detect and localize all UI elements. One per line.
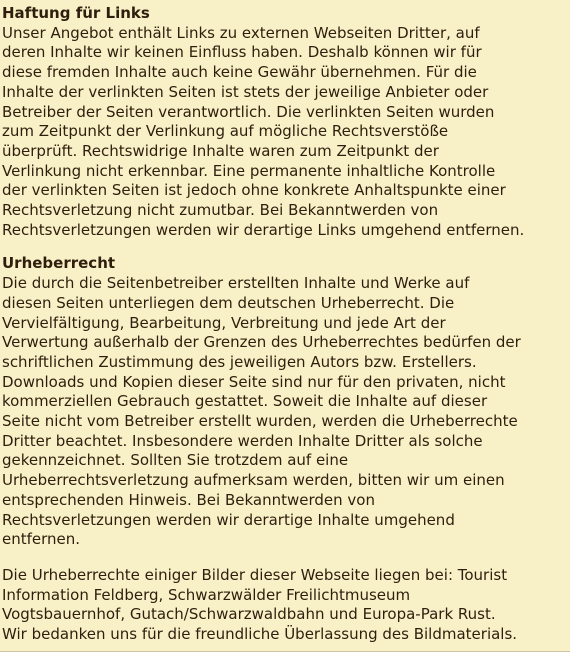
paragraph-line: Vogtsbauernhof, Gutach/Schwarzwaldbahn und Europa-Park Rust. [2, 605, 496, 624]
paragraph-line: Downloads und Kopien dieser Seite sind nur für den privaten, nicht [2, 372, 506, 391]
paragraph-line: zum Zeitpunkt der Verlinkung auf mögliche Rechtsverstöße [2, 122, 449, 141]
paragraph-line: Seite nicht vom Betreiber erstellt wurden, werden die Urheberrechte [2, 412, 518, 431]
paragraph-line: kommerziellen Gebrauch gestattet. Soweit die Inhalte auf dieser [2, 392, 488, 411]
section-title-haftung-fuer-links: Haftung für Links [2, 4, 150, 22]
paragraph-line: Urheberrechtsverletzung aufmerksam werden, bitten wir um einen [2, 471, 505, 490]
paragraph-line: Rechtsverletzungen werden wir derartige Links umgehend entfernen. [2, 220, 525, 239]
paragraph-line: Die durch die Seitenbetreiber erstellten Inhalte und Werke auf [2, 274, 470, 293]
paragraph-line: Unser Angebot enthält Links zu externen Webseiten Dritter, auf [2, 23, 480, 42]
paragraph-line: diese fremden Inhalte auch keine Gewähr übernehmen. Für die [2, 63, 477, 82]
paragraph-line: Verwertung außerhalb der Grenzen des Urheberrechtes bedürfen der [2, 333, 521, 352]
paragraph-image-credits [2, 566, 570, 645]
paragraph-line: überprüft. Rechtswidrige Inhalte waren zum Zeitpunkt der [2, 141, 439, 160]
paragraph-line: der verlinkten Seiten ist jedoch ohne konkrete Anhaltspunkte einer [2, 181, 506, 200]
paragraph-line: schriftlichen Zustimmung des jeweiligen Autors bzw. Erstellers. [2, 352, 477, 371]
paragraph-line: entfernen. [2, 530, 81, 549]
paragraph-line: Betreiber der Seiten verantwortlich. Die verlinkten Seiten wurden [2, 102, 495, 121]
paragraph-line: entsprechenden Hinweis. Bei Bekanntwerden von [2, 490, 375, 509]
paragraph-line: Verlinkung nicht erkennbar. Eine permanente inhaltliche Kontrolle [2, 161, 496, 180]
paragraph-line: Rechtsverletzung nicht zumutbar. Bei Bekanntwerden von [2, 201, 439, 220]
paragraph-line: Vervielfältigung, Bearbeitung, Verbreitung und jede Art der [2, 313, 446, 332]
paragraph-line: Information Feldberg, Schwarzwälder Freilichtmuseum [2, 585, 411, 604]
paragraph-line: diesen Seiten unterliegen dem deutschen Urheberrecht. Die [2, 293, 455, 312]
paragraph-line: Die Urheberrechte einiger Bilder dieser Webseite liegen bei: Tourist [2, 565, 508, 584]
paragraph-line: Inhalte der verlinkten Seiten ist stets der jeweilige Anbieter oder [2, 82, 489, 101]
paragraph-line: Wir bedanken uns für die freundliche Überlassung des Bildmaterials. [2, 625, 518, 644]
section-title-urheberrecht: Urheberrecht [2, 254, 116, 273]
paragraph-haftung-fuer-links [2, 24, 570, 241]
paragraph-urheberrecht [2, 274, 570, 550]
section-spacer [2, 240, 570, 254]
paragraph-line: gekennzeichnet. Sollten Sie trotzdem auf eine [2, 451, 349, 470]
section-spacer [2, 550, 570, 566]
paragraph-line: Rechtsverletzungen werden wir derartige Inhalte umgehend [2, 510, 455, 529]
paragraph-line: Dritter beachtet. Insbesondere werden Inhalte Dritter als solche [2, 431, 483, 450]
paragraph-line: deren Inhalte wir keinen Einfluss haben. Deshalb können wir für [2, 43, 482, 62]
